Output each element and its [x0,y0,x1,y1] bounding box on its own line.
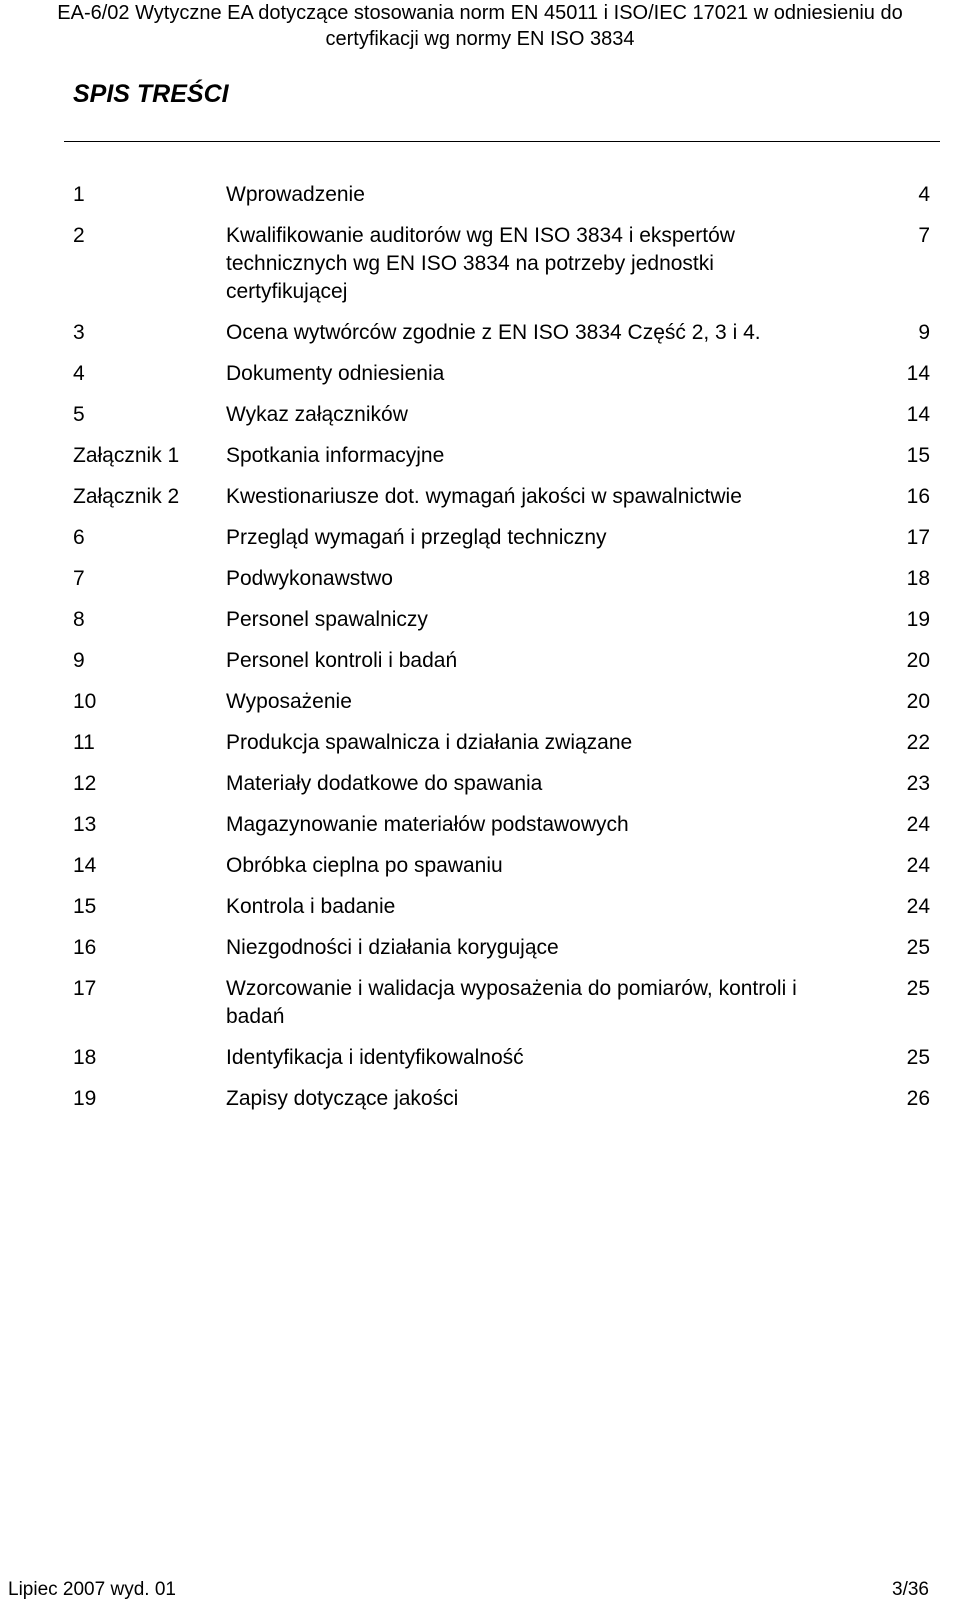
toc-entry[interactable] [73,770,930,798]
toc-entry-number: 10 [73,690,97,713]
page-title: SPIS TREŚCI [73,80,229,108]
toc-entry-number: 12 [73,772,97,795]
toc-entry-number: Załącznik 2 [73,485,180,508]
toc-entry[interactable] [73,893,930,921]
toc-entry[interactable] [73,319,930,347]
toc-entry[interactable] [73,729,930,757]
toc-entry[interactable] [73,606,930,634]
toc-entry-page: 16 [906,485,930,508]
toc-entry-title: Kontrola i badanie [226,895,396,918]
toc-entry-number: 15 [73,895,97,918]
toc-entry[interactable] [73,688,930,716]
toc-entry[interactable] [73,524,930,552]
toc-entry-page: 4 [918,183,930,206]
toc-entry-page: 7 [918,224,930,247]
toc-entry-title: Podwykonawstwo [226,567,393,590]
toc-entry-number: 9 [73,649,85,672]
toc-entry-title: Wyposażenie [226,690,352,713]
toc-entry-page: 20 [906,690,930,713]
toc-entry-page: 24 [906,895,930,918]
toc-entry-number: 5 [73,403,85,426]
footer-page-number: 3/36 [892,1579,929,1600]
toc-entry-number: 2 [73,224,85,247]
footer-date: Lipiec 2007 wyd. 01 [8,1579,176,1600]
toc-entry-number: 1 [73,183,85,206]
toc-entry-title: Kwestionariusze dot. wymagań jakości w spawalnictwie [226,485,742,508]
toc-entry-title: Wzorcowanie i walidacja wyposażenia do pomiarów, kontroli i badań [226,977,797,1028]
toc-entry-number: 18 [73,1046,97,1069]
header-line-1: EA-6/02 Wytyczne EA dotyczące stosowania norm EN 45011 i ISO/IEC 17021 w odniesieniu do [57,2,903,24]
toc-entry-page: 25 [906,977,930,1000]
toc-entry-title: Materiały dodatkowe do spawania [226,772,543,795]
toc-entry-number: 14 [73,854,97,877]
toc-entry-page: 22 [906,731,930,754]
header-line-2: certyfikacji wg normy EN ISO 3834 [325,28,635,50]
toc-entry[interactable] [73,222,930,306]
toc-entry-title: Dokumenty odniesienia [226,362,445,385]
toc-entry[interactable] [73,852,930,880]
toc-entry-page: 23 [906,772,930,795]
toc-entry-title: Personel spawalniczy [226,608,428,631]
toc-entry-number: 11 [73,731,95,754]
toc-entry-page: 14 [906,362,930,385]
toc-entry-number: 3 [73,321,85,344]
toc-entry-number: 17 [73,977,97,1000]
toc-entry-title: Spotkania informacyjne [226,444,445,467]
toc-entry-title: Wykaz załączników [226,403,408,426]
toc-entry[interactable] [73,565,930,593]
toc-entry-number: 7 [73,567,85,590]
toc-entry-page: 14 [906,403,930,426]
title-divider [64,141,940,142]
toc-entry-number: 13 [73,813,97,836]
toc-entry[interactable] [73,181,930,209]
toc-entry-number: 6 [73,526,85,549]
toc-entry-page: 20 [906,649,930,672]
toc-entry-page: 19 [906,608,930,631]
toc-entry[interactable] [73,647,930,675]
toc-entry-title: Kwalifikowanie auditorów wg EN ISO 3834 i ekspertów technicznych wg EN ISO 3834 na potrzeby jednostki certyfikującej [226,224,735,303]
toc-entry-page: 26 [906,1087,930,1110]
toc-entry[interactable] [73,1044,930,1072]
toc-entry[interactable] [73,975,930,1031]
toc-entry-title: Magazynowanie materiałów podstawowych [226,813,629,836]
table-of-contents [73,181,930,1126]
toc-entry-title: Przegląd wymagań i przegląd techniczny [226,526,607,549]
toc-entry[interactable] [73,483,930,511]
toc-entry-page: 18 [906,567,930,590]
toc-entry-page: 25 [906,1046,930,1069]
toc-entry-title: Ocena wytwórców zgodnie z EN ISO 3834 Część 2, 3 i 4. [226,321,761,344]
document-header [0,0,960,52]
toc-entry[interactable] [73,1085,930,1113]
toc-entry-page: 24 [906,854,930,877]
toc-entry[interactable] [73,934,930,962]
toc-entry-number: Załącznik 1 [73,444,180,467]
toc-entry-title: Niezgodności i działania korygujące [226,936,559,959]
toc-entry-number: 19 [73,1087,97,1110]
toc-entry-page: 25 [906,936,930,959]
toc-entry[interactable] [73,401,930,429]
toc-entry-number: 16 [73,936,97,959]
toc-entry-number: 4 [73,362,85,385]
toc-entry-title: Wprowadzenie [226,183,365,206]
toc-entry-title: Identyfikacja i identyfikowalność [226,1046,524,1069]
toc-entry[interactable] [73,811,930,839]
toc-entry-title: Zapisy dotyczące jakości [226,1087,459,1110]
toc-entry-title: Obróbka cieplna po spawaniu [226,854,503,877]
toc-entry[interactable] [73,360,930,388]
toc-entry-title: Produkcja spawalnicza i działania związane [226,731,633,754]
toc-entry-page: 24 [906,813,930,836]
toc-entry-number: 8 [73,608,85,631]
toc-entry-title: Personel kontroli i badań [226,649,458,672]
toc-entry-page: 15 [906,444,930,467]
toc-entry-page: 17 [906,526,930,549]
toc-entry-page: 9 [918,321,930,344]
toc-entry[interactable] [73,442,930,470]
